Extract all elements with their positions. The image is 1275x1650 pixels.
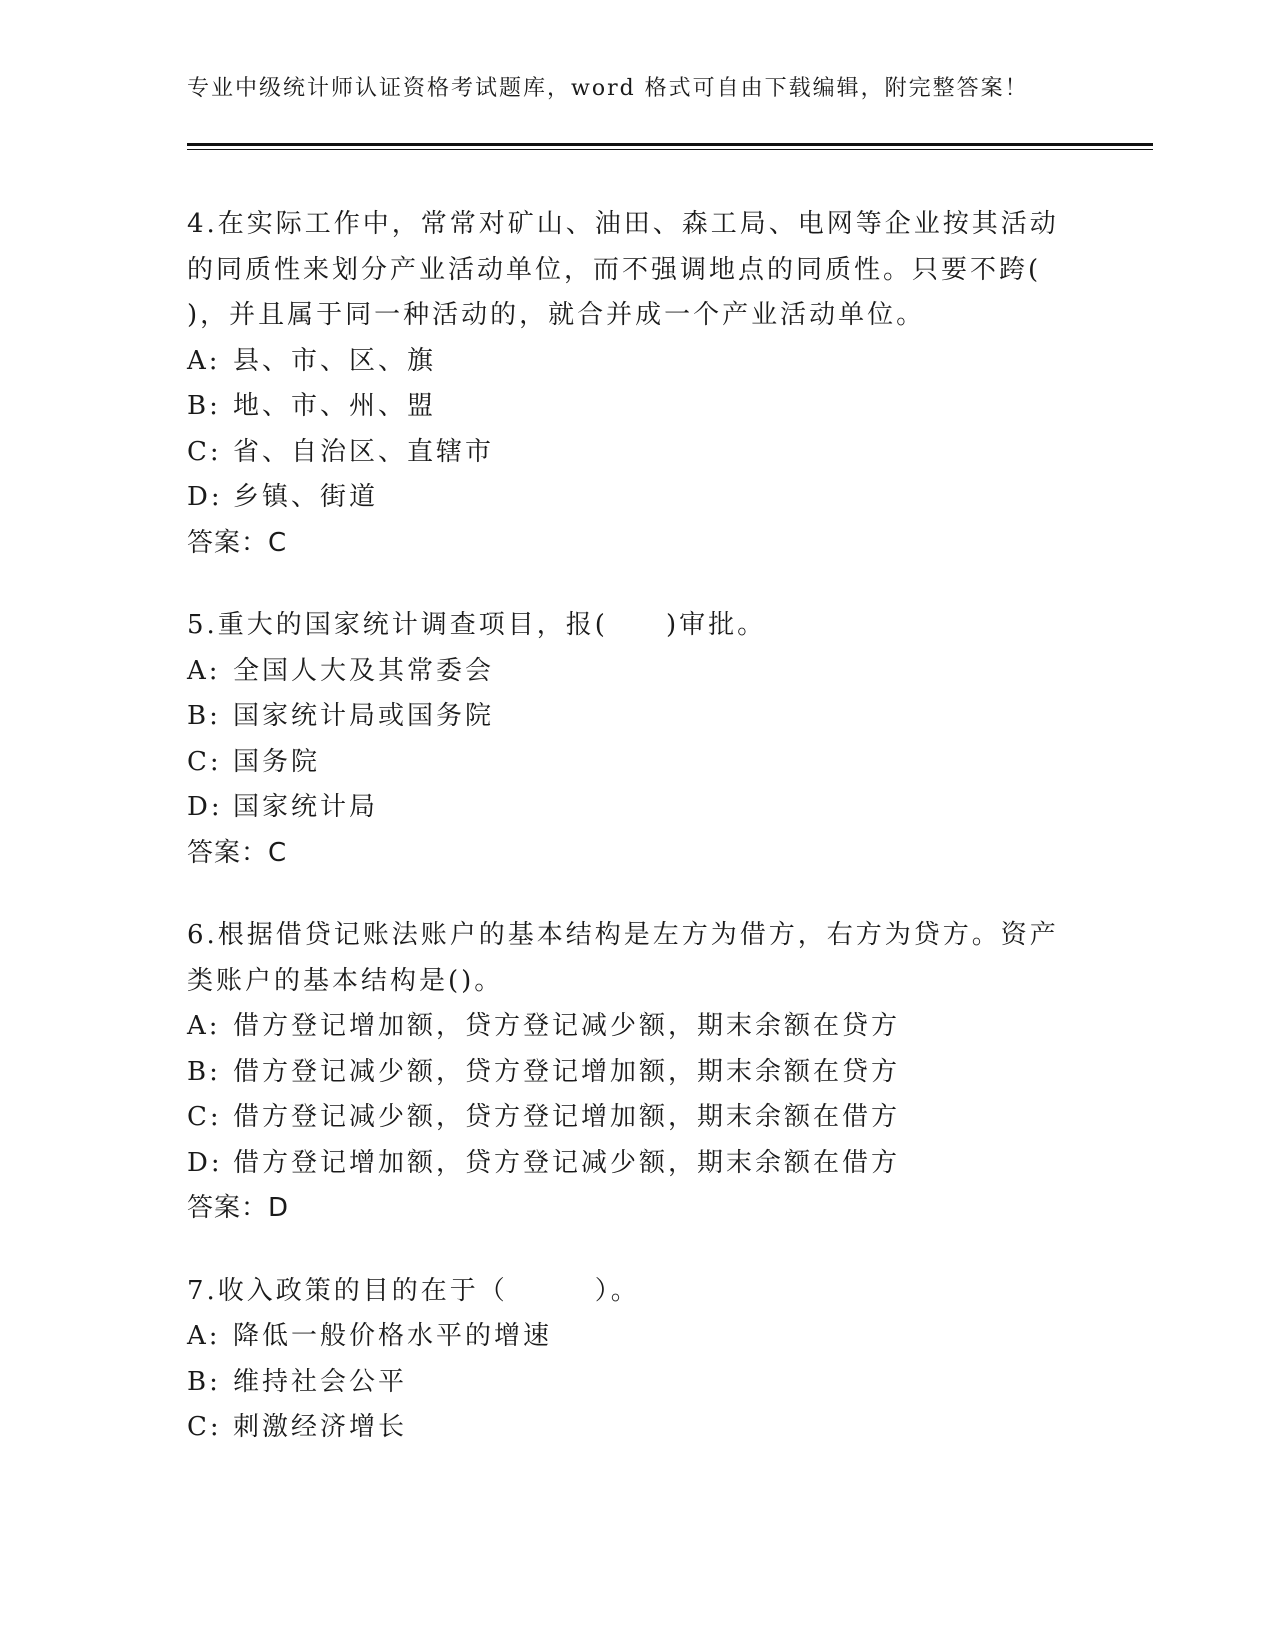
option-b <box>187 694 1087 740</box>
answer-line: 答案：D <box>187 1193 290 1223</box>
option-text: 省、自治区、直辖市 <box>233 436 495 467</box>
option-text: 县、市、区、旗 <box>233 345 437 376</box>
question-4 <box>187 202 1087 566</box>
option-text: 全国人大及其常委会 <box>233 655 495 686</box>
option-text: 国家统计局 <box>233 792 379 822</box>
option-key: A: <box>187 1321 221 1351</box>
option-key: B: <box>187 1366 221 1397</box>
answer-line: 答案：C <box>187 837 288 868</box>
option-b <box>187 1050 1087 1096</box>
option-d <box>187 785 1087 831</box>
question-stem-line: 4.在实际工作中，常常对矿山、油田、森工局、电网等企业按其活动 <box>187 209 1059 239</box>
option-text: 国家统计局或国务院 <box>233 701 495 731</box>
option-key: D: <box>187 792 223 822</box>
option-d <box>187 1141 1087 1187</box>
option-text: 维持社会公平 <box>233 1366 408 1397</box>
option-key: C: <box>187 1102 222 1132</box>
answer-line: 答案：C <box>187 527 288 558</box>
option-key: A: <box>187 345 221 376</box>
option-text: 借方登记增加额，贷方登记减少额，期末余额在贷方 <box>233 1011 901 1041</box>
header-divider-thin <box>187 149 1153 150</box>
option-a <box>187 1004 1087 1050</box>
option-key: A: <box>187 655 221 686</box>
question-stem-line: 7.收入政策的目的在于（ ）。 <box>187 1275 640 1306</box>
option-text: 乡镇、街道 <box>233 482 379 512</box>
option-a <box>187 339 1087 385</box>
option-key: D: <box>187 482 223 512</box>
option-text: 借方登记减少额，贷方登记增加额，期末余额在贷方 <box>233 1056 901 1087</box>
question-6 <box>187 913 1087 1232</box>
question-list <box>187 202 1087 1488</box>
question-stem-line: 6.根据借贷记账法账户的基本结构是左方为借方，右方为贷方。资产 <box>187 920 1059 950</box>
option-c <box>187 740 1087 786</box>
option-key: C: <box>187 746 222 777</box>
question-5 <box>187 603 1087 876</box>
option-key: B: <box>187 1056 221 1087</box>
question-stem-line: 的同质性来划分产业活动单位，而不强调地点的同质性。只要不跨( <box>187 254 1042 285</box>
option-key: C: <box>187 1412 222 1442</box>
question-stem-line: 类账户的基本结构是()。 <box>187 965 504 996</box>
header-divider-thick <box>187 143 1153 146</box>
option-text: 借方登记减少额，贷方登记增加额，期末余额在借方 <box>233 1102 901 1132</box>
option-text: 国务院 <box>233 746 321 777</box>
option-key: D: <box>187 1147 223 1178</box>
option-key: B: <box>187 391 221 421</box>
option-a <box>187 649 1087 695</box>
option-b <box>187 384 1087 430</box>
question-7 <box>187 1269 1087 1451</box>
option-c <box>187 430 1087 476</box>
option-a <box>187 1314 1087 1360</box>
option-c <box>187 1405 1087 1451</box>
option-key: A: <box>187 1011 221 1041</box>
option-c <box>187 1095 1087 1141</box>
option-d <box>187 475 1087 521</box>
page-header: 专业中级统计师认证资格考试题库，word 格式可自由下载编辑，附完整答案！ <box>187 76 1029 101</box>
option-b <box>187 1360 1087 1406</box>
question-stem-line: )，并且属于同一种活动的，就合并成一个产业活动单位。 <box>187 300 926 330</box>
option-key: B: <box>187 701 221 731</box>
option-text: 降低一般价格水平的增速 <box>233 1321 553 1351</box>
option-key: C: <box>187 436 222 467</box>
option-text: 借方登记增加额，贷方登记减少额，期末余额在借方 <box>233 1147 901 1178</box>
option-text: 刺激经济增长 <box>233 1412 408 1442</box>
question-stem-line: 5.重大的国家统计调查项目，报( )审批。 <box>187 610 767 640</box>
option-text: 地、市、州、盟 <box>233 391 437 421</box>
